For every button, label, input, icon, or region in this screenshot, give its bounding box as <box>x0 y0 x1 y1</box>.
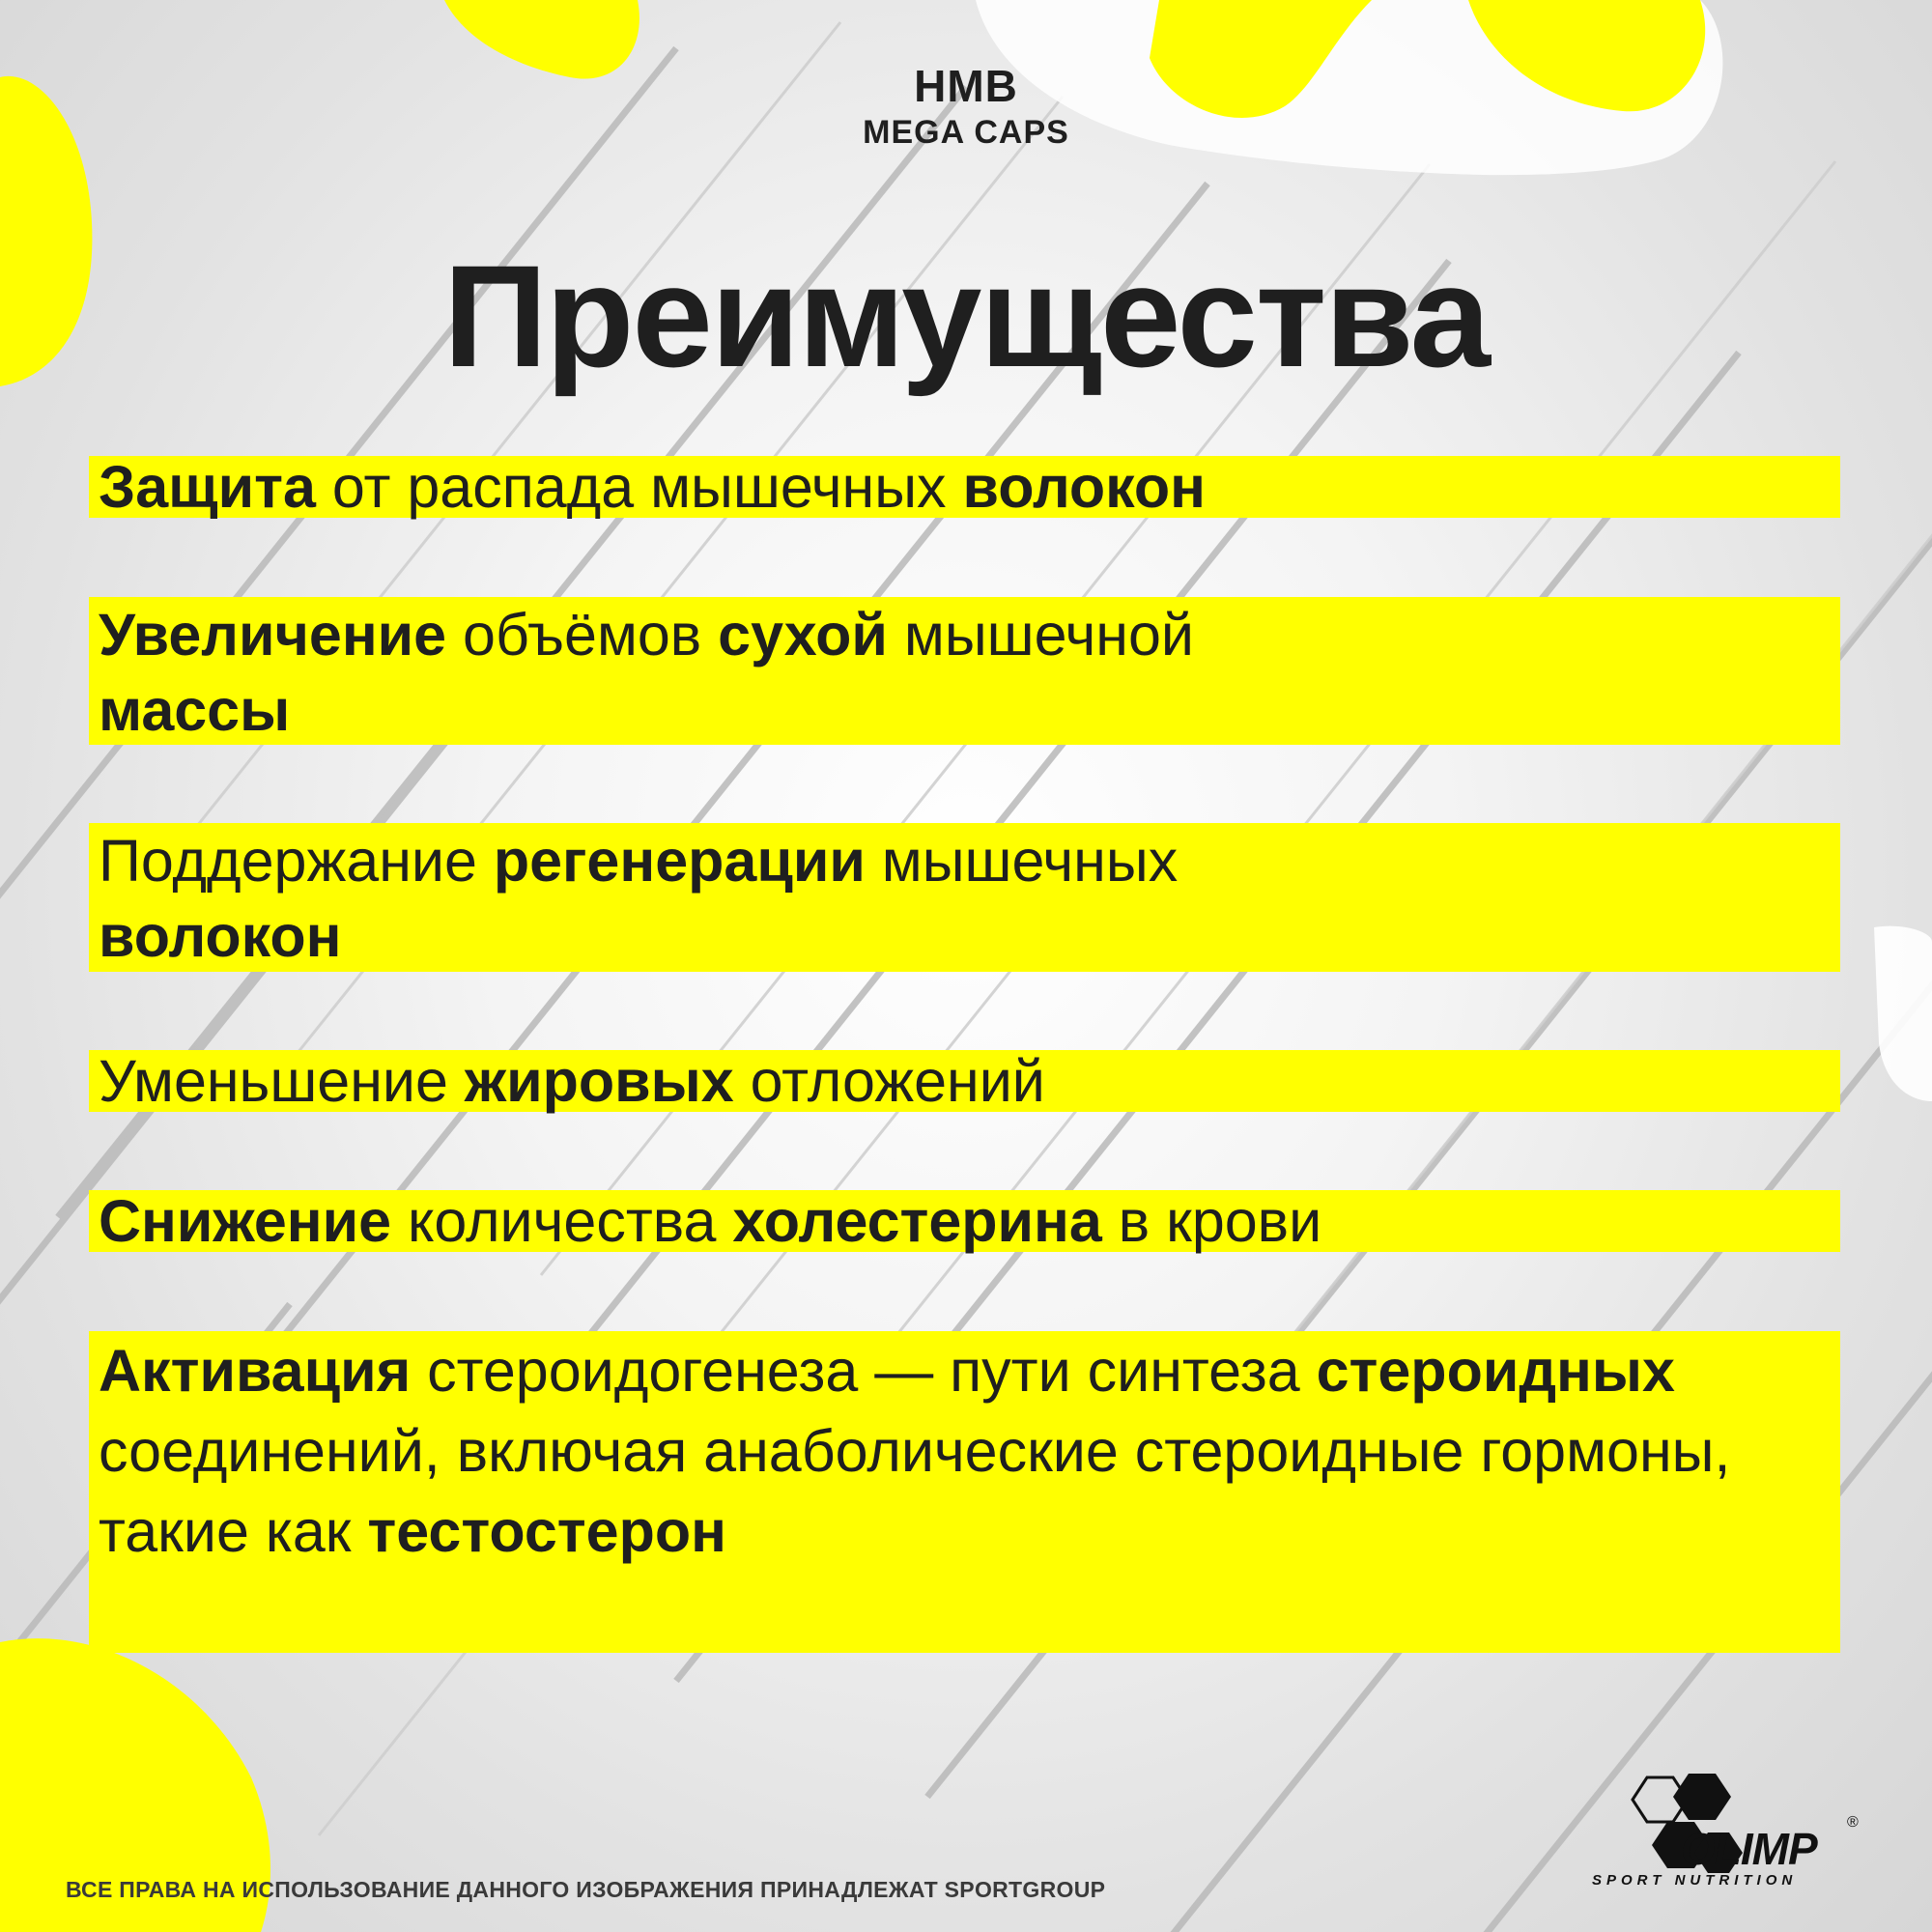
benefit-text: от распада мышечных <box>315 454 963 520</box>
benefit-bold: тестостерон <box>367 1498 726 1564</box>
benefit-bold: Активация <box>99 1338 412 1404</box>
benefit-item-3 <box>89 823 1840 972</box>
logo-wordmark: OLIMP <box>1681 1824 1817 1874</box>
copyright-notice: ВСЕ ПРАВА НА ИСПОЛЬЗОВАНИЕ ДАННОГО ИЗОБРАЖЕНИЯ ПРИНАДЛЕЖАТ SPORTGROUP <box>66 1877 1106 1902</box>
benefit-text: отложений <box>733 1048 1045 1114</box>
benefit-bold: Защита <box>99 454 316 520</box>
page-heading: Преимущества <box>442 235 1490 397</box>
registered-mark: ® <box>1847 1814 1859 1831</box>
benefit-bold: жировых <box>464 1048 734 1114</box>
benefit-text: в крови <box>1101 1188 1322 1254</box>
benefit-item-1 <box>89 456 1840 518</box>
brand-title: HMB <box>914 61 1018 111</box>
benefit-bold: волокон <box>99 903 342 969</box>
benefit-text: объёмов <box>446 602 719 668</box>
benefit-bold: сухой <box>718 602 888 668</box>
benefit-text: количества <box>391 1188 733 1254</box>
benefit-bold: Увеличение <box>99 602 447 668</box>
white-blob-right <box>1874 926 1932 1101</box>
benefit-bold: регенерации <box>493 828 866 894</box>
logo-subtitle: SPORT NUTRITION <box>1592 1872 1798 1889</box>
benefit-item-5 <box>89 1190 1840 1252</box>
benefit-bold: Снижение <box>99 1188 392 1254</box>
benefit-text: мышечных <box>865 828 1179 894</box>
benefit-bold: холестерина <box>732 1188 1102 1254</box>
benefit-item-4 <box>89 1050 1840 1112</box>
benefit-text: мышечной <box>887 602 1194 668</box>
benefit-item-6 <box>89 1331 1840 1653</box>
benefit-text: Поддержание <box>99 828 494 894</box>
benefit-text: Уменьшение <box>99 1048 465 1114</box>
brand-subtitle: MEGA CAPS <box>863 114 1069 151</box>
benefit-text: соединений, включая анаболические стероидные гормоны, такие как <box>99 1418 1731 1564</box>
benefit-text: стероидогенеза — пути синтеза <box>411 1338 1317 1404</box>
benefit-bold: волокон <box>962 454 1206 520</box>
benefit-bold: массы <box>99 677 291 743</box>
benefit-item-2 <box>89 597 1840 745</box>
benefit-bold: стероидных <box>1316 1338 1675 1404</box>
